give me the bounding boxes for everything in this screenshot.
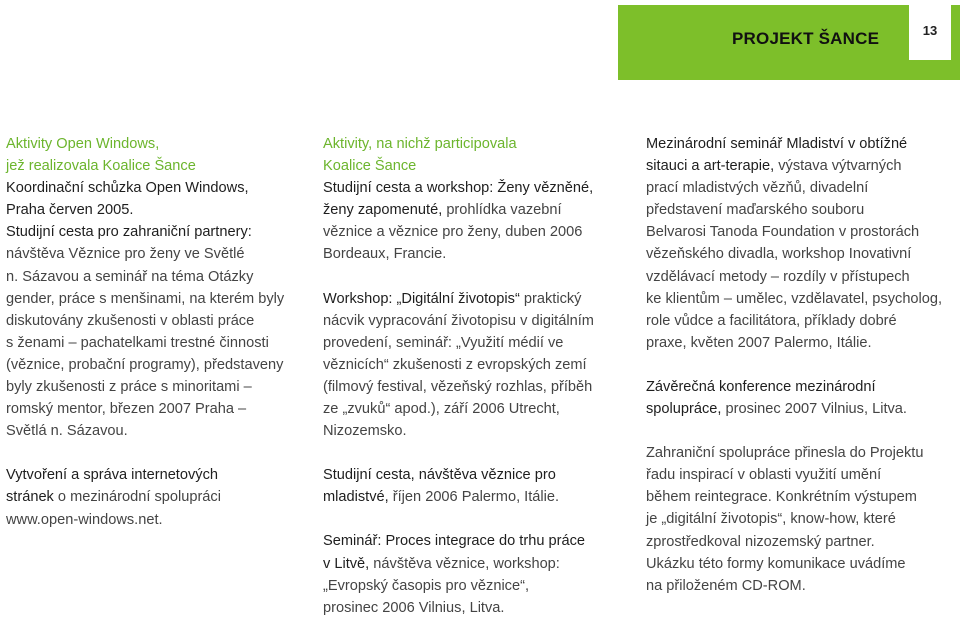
col2-p3-rest: říjen 2006 Palermo, Itálie. bbox=[388, 489, 560, 506]
col1-heading-line1: Aktivity Open Windows, bbox=[6, 136, 160, 152]
column-1 bbox=[6, 133, 298, 531]
col3-p1-line10: praxe, květen 2007 Palermo, Itálie. bbox=[646, 334, 872, 351]
col1-p2-lead: Studijní cesta pro zahraniční partnery: bbox=[6, 224, 252, 241]
col1-p2-line6: s ženami – pachatelkami trestné činnosti bbox=[6, 334, 269, 351]
col2-heading-line1: Aktivity, na nichž participovala bbox=[323, 136, 517, 152]
col3-p2-rest: prosinec 2007 Vilnius, Litva. bbox=[721, 401, 907, 418]
paragraph-gap bbox=[323, 508, 615, 530]
paragraph-gap bbox=[323, 442, 615, 464]
col3-p2-line2 bbox=[646, 398, 946, 420]
col2-p4-line3: „Evropský časopis pro věznice“, bbox=[323, 577, 530, 594]
page-number: 13 bbox=[922, 23, 938, 38]
col3-p3-line1: Zahraniční spolupráce přinesla do Projektu bbox=[646, 445, 924, 462]
col1-p2-line8: byly zkušenosti z práce s minoritami – bbox=[6, 379, 252, 396]
col2-heading-line2: Koalice Šance bbox=[323, 158, 417, 175]
col1-p2-line3: n. Sázavou a seminář na téma Otázky bbox=[6, 268, 254, 285]
col3-p3-line3: během reintegrace. Konkrétním výstupem bbox=[646, 489, 917, 506]
col1-p3-rest: o mezinárodní spolupráci bbox=[53, 489, 221, 506]
col2-p1-lead2: ženy zapomenuté, bbox=[323, 202, 443, 219]
col3-p1-line7: vzdělávací metody – rozdíly v přístupech bbox=[646, 268, 910, 285]
col2-p1-line2 bbox=[323, 199, 615, 221]
col3-p3-line6: Ukázku této formy komunikace uvádíme bbox=[646, 555, 906, 572]
col2-p4-rest: návštěva věznice, workshop: bbox=[369, 555, 560, 572]
col3-p1-line9: role vůdce a facilitátora, příklady dobré bbox=[646, 312, 897, 329]
col3-p1-lead: Mezinárodní seminář Mladiství v obtížné bbox=[646, 136, 908, 152]
paragraph-gap bbox=[646, 420, 946, 442]
col3-p1-line4: představení maďarského souboru bbox=[646, 202, 865, 219]
col2-p3-lead: Studijní cesta, návštěva věznice pro bbox=[323, 467, 556, 484]
col2-p4-lead2: v Litvě, bbox=[323, 555, 370, 572]
col2-p2-line7: Nizozemsko. bbox=[323, 423, 407, 440]
col1-p3-lead2: stránek bbox=[6, 489, 54, 506]
col2-p1-rest: prohlídka vazební bbox=[442, 202, 562, 219]
col3-p1-rest: výstava výtvarných bbox=[774, 158, 902, 175]
col1-p3-lead: Vytvoření a správa internetových bbox=[6, 467, 218, 484]
col3-p2-lead: Závěrečná konference mezinárodní bbox=[646, 378, 876, 395]
col2-p2-line6: ze „zvuků“ apod.), září 2006 Utrecht, bbox=[323, 401, 560, 418]
paragraph-gap bbox=[6, 442, 298, 464]
paragraph-gap bbox=[323, 266, 615, 288]
running-header-title: PROJEKT ŠANCE bbox=[732, 29, 880, 48]
col2-p2-line4: věznicích“ zkušenosti z evropských zemí bbox=[323, 356, 587, 373]
col2-p2-line5: (filmový festival, vězeňský rozhlas, příběh bbox=[323, 378, 593, 395]
col1-p3-line3: www.open-windows.net. bbox=[6, 511, 163, 528]
col3-p3-line7: na přiloženém CD-ROM. bbox=[646, 577, 806, 594]
col1-p2-line5: diskutovány zkušenosti v oblasti práce bbox=[6, 312, 255, 329]
page-number-box bbox=[909, 5, 951, 60]
col2-p2-rest: praktický bbox=[519, 290, 582, 307]
col3-p1-lead2: sitauci a art-terapie, bbox=[646, 158, 775, 175]
col3-p1-line2 bbox=[646, 155, 946, 177]
col3-p1-line3: prací mladistvých vězňů, divadelní bbox=[646, 180, 869, 197]
col2-p2-line3: provedení, seminář: „Využití médií ve bbox=[323, 334, 564, 351]
column-3 bbox=[646, 133, 946, 597]
col3-p1-line5: Belvarosi Tanoda Foundation v prostorách bbox=[646, 224, 920, 241]
col2-p1-lead: Studijní cesta a workshop: Ženy vězněné, bbox=[323, 180, 594, 197]
col1-heading-line2: jež realizovala Koalice Šance bbox=[6, 158, 196, 175]
paragraph-gap bbox=[646, 354, 946, 376]
col2-p1-line3: věznice a věznice pro ženy, duben 2006 bbox=[323, 224, 583, 241]
col1-p1-line1: Koordinační schůzka Open Windows, bbox=[6, 180, 249, 197]
col2-p1-line4: Bordeaux, Francie. bbox=[323, 246, 447, 263]
col3-p1-line8: ke klientům – umělec, vzdělavatel, psycholog, bbox=[646, 290, 943, 307]
col2-p4-line4: prosinec 2006 Vilnius, Litva. bbox=[323, 599, 505, 616]
col1-p2-line10: Světlá n. Sázavou. bbox=[6, 423, 128, 440]
col2-p4-lead: Seminář: Proces integrace do trhu práce bbox=[323, 533, 586, 550]
col2-p3-lead2: mladistvé, bbox=[323, 489, 389, 506]
col2-p2-line2: nácvik vypracování životopisu v digitálním bbox=[323, 312, 594, 329]
column-2 bbox=[323, 133, 615, 619]
col3-p3-line4: je „digitální životopis“, know-how, které bbox=[646, 511, 896, 528]
col2-p4-line2 bbox=[323, 553, 615, 575]
col3-p3-line2: řadu inspirací v oblasti využití umění bbox=[646, 467, 882, 484]
col3-p1-line6: vězeňského divadla, workshop Inovativní bbox=[646, 246, 912, 263]
col3-p2-lead2: spolupráce, bbox=[646, 401, 722, 418]
col1-p2-line7: (věznice, probační programy), představeny bbox=[6, 356, 284, 373]
col1-p2-line9: romský mentor, březen 2007 Praha – bbox=[6, 401, 247, 418]
col2-p2-line1 bbox=[323, 288, 615, 310]
col2-p2-lead: Workshop: „Digitální životopis“ bbox=[323, 290, 520, 307]
col1-p3-line2 bbox=[6, 486, 298, 508]
col1-p2-line2: návštěva Věznice pro ženy ve Světlé bbox=[6, 246, 245, 263]
col3-p3-line5: zprostředkoval nizozemský partner. bbox=[646, 533, 875, 550]
col1-p2-line4: gender, práce s menšinami, na kterém byly bbox=[6, 290, 285, 307]
col1-p1-line2: Praha červen 2005. bbox=[6, 202, 134, 219]
col2-p3-line2 bbox=[323, 486, 615, 508]
